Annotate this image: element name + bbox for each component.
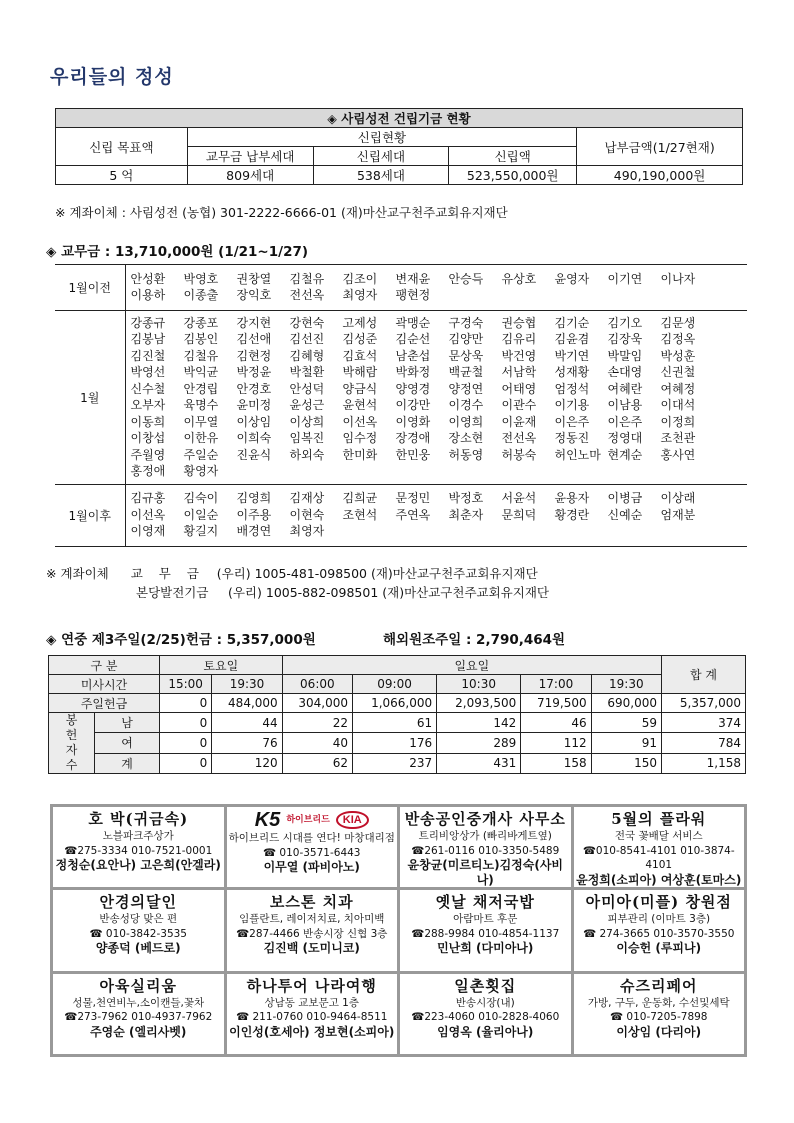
member-name: 홍사연 xyxy=(660,447,696,462)
member-name: 강현숙 xyxy=(289,315,325,330)
member-name: 김기오 xyxy=(607,315,643,330)
fund-table-title: ◈ 사림성전 건립기금 현황 xyxy=(56,109,743,128)
names-grid xyxy=(131,272,744,304)
ad-line: 전국 꽃배달 서비스 xyxy=(614,830,703,842)
member-name: 안성환 xyxy=(130,271,166,286)
member-name: 여혜정 xyxy=(660,381,696,396)
count-value: 91 xyxy=(591,733,661,753)
member-name: 이용하 xyxy=(130,288,166,302)
member-name: 김혜형 xyxy=(289,348,325,363)
ad-line: ☎ 211-0760 010-9464-8511 xyxy=(236,1011,388,1024)
member-name: 박철환 xyxy=(289,365,325,379)
count-value: 22 xyxy=(282,713,352,733)
member-name: 강지현 xyxy=(236,315,272,330)
member-name: 김영희 xyxy=(236,491,272,506)
member-name: 이희숙 xyxy=(236,431,272,445)
member-name: 신권철 xyxy=(660,365,696,379)
account-note-2 xyxy=(46,564,549,602)
ad-box xyxy=(400,807,571,887)
ad-owner: 윤정희(소피아) 여상훈(토마스) xyxy=(576,872,742,887)
fund-target-header: 신립 목표액 xyxy=(56,128,188,166)
member-name: 최영자 xyxy=(342,288,378,302)
cash-value: 690,000 xyxy=(591,694,661,713)
saturday-header: 토요일 xyxy=(160,656,283,675)
cash-label: 주일헌금 xyxy=(49,694,160,713)
member-name: 이영재 xyxy=(130,524,166,539)
ad-name: 슈즈리페어 xyxy=(620,976,698,995)
mass-time-label: 미사시간 xyxy=(49,675,160,694)
member-name: 박해람 xyxy=(342,365,378,379)
count-value: 112 xyxy=(521,733,591,753)
fund-applicants-header: 신립세대 xyxy=(313,147,449,166)
member-name: 황경란 xyxy=(554,507,590,522)
member-name: 한미화 xyxy=(342,447,378,462)
member-name: 이종출 xyxy=(183,288,219,302)
ad-box xyxy=(574,974,745,1054)
member-name: 권승협 xyxy=(501,315,537,330)
member-name: 문희덕 xyxy=(501,507,537,522)
member-name: 박정윤 xyxy=(236,365,272,379)
member-name: 이주용 xyxy=(236,507,272,522)
member-name: 김장욱 xyxy=(607,332,643,346)
ad-box xyxy=(227,974,398,1054)
ad-box xyxy=(53,890,224,970)
row-label: 남 xyxy=(95,713,160,733)
ad-line: 아람마트 후문 xyxy=(453,913,518,926)
ad-line: ☎ 010-7205-7898 xyxy=(610,1011,708,1024)
member-name: 이관수 xyxy=(501,398,537,412)
member-name: 변재윤 xyxy=(395,271,431,286)
fund-applicants-value: 538세대 xyxy=(313,166,449,185)
offering-heading: ◈ 연중 제3주일(2/25)헌금 : 5,357,000원 xyxy=(46,632,316,648)
member-name: 정동진 xyxy=(554,431,590,445)
mass-time: 09:00 xyxy=(353,675,437,694)
member-name: 양영경 xyxy=(395,381,431,396)
member-name: 백균철 xyxy=(448,365,484,379)
count-value: 176 xyxy=(353,733,437,753)
ad-line: 임플란트, 레이저치료, 치아미백 xyxy=(239,913,385,926)
member-name: 김선진 xyxy=(289,332,325,346)
ad-line: ☎287-4466 반송시장 신협 3층 xyxy=(236,927,388,940)
ad-line: 반송성당 맞은 편 xyxy=(99,913,178,926)
mass-time: 06:00 xyxy=(282,675,352,694)
member-name: 이강만 xyxy=(395,398,431,412)
member-name: 박기연 xyxy=(554,348,590,363)
member-name: 장소현 xyxy=(448,431,484,445)
member-name: 김규홍 xyxy=(130,491,166,506)
member-name: 이나자 xyxy=(660,271,696,286)
member-name: 김정옥 xyxy=(660,332,696,346)
ad-name: 일촌횟집 xyxy=(454,976,517,995)
member-name: 이상희 xyxy=(289,414,325,429)
kyomu-heading: ◈ 교무금 : 13,710,000원 (1/21~1/27) xyxy=(46,244,309,260)
cash-value: 5,357,000 xyxy=(662,694,746,713)
ad-line: ☎288-9984 010-4854-1137 xyxy=(411,927,560,940)
member-name: 황영자 xyxy=(183,464,219,478)
ad-name: 5월의 플라워 xyxy=(611,810,707,828)
group-label: 1월이전 xyxy=(55,265,125,311)
member-name: 권창열 xyxy=(236,271,272,286)
fund-paid-header: 납부금액(1/27현재) xyxy=(577,128,743,166)
member-name: 김진철 xyxy=(130,348,166,363)
member-name: 윤영자 xyxy=(554,271,590,286)
count-value: 0 xyxy=(160,753,212,773)
count-value: 59 xyxy=(591,713,661,733)
member-name: 이기용 xyxy=(554,398,590,412)
count-value: 62 xyxy=(282,753,352,773)
ad-name: 반송공인중개사 사무소 xyxy=(404,810,566,828)
member-name: 강종규 xyxy=(130,315,166,330)
member-name: 문상욱 xyxy=(448,348,484,363)
fund-table xyxy=(55,108,743,185)
ad-name: 아육실리움 xyxy=(99,976,177,995)
member-name: 이대석 xyxy=(660,398,696,412)
count-value: 61 xyxy=(353,713,437,733)
member-name: 이상임 xyxy=(236,414,272,429)
ad-line: ☎010-8541-4101 010-3874-4101 xyxy=(582,844,735,871)
member-name: 이병금 xyxy=(607,491,643,506)
ad-name: 안경의달인 xyxy=(99,893,177,912)
member-name: 이창섭 xyxy=(130,431,166,445)
count-value: 289 xyxy=(437,733,521,753)
member-name: 신수철 xyxy=(130,381,166,396)
member-name: 허봉숙 xyxy=(501,447,537,462)
k5-logo: K5 xyxy=(254,808,281,831)
vertical-label: 봉 헌 자 수 xyxy=(49,713,95,774)
member-name: 박영호 xyxy=(183,271,219,286)
ad-owner: 정청순(요안나) 고은희(안겔라) xyxy=(55,858,221,872)
ad-name: 아미아(미플) 창원점 xyxy=(585,893,732,912)
member-name: 안승득 xyxy=(448,271,484,286)
ad-owner: 이무열 (파비아노) xyxy=(263,860,360,874)
member-name: 이정희 xyxy=(660,414,696,429)
count-value: 0 xyxy=(160,733,212,753)
member-name: 장익호 xyxy=(236,288,272,302)
ad-line: ☎ 274-3665 010-3570-3550 xyxy=(583,927,735,940)
member-name: 김양만 xyxy=(448,332,484,346)
member-name: 서남학 xyxy=(501,365,537,379)
row-label: 여 xyxy=(95,733,160,753)
ad-line: 상남동 교보문고 1층 xyxy=(264,996,359,1009)
ad-line: 반송시장(내) xyxy=(455,996,515,1009)
member-name: 주일순 xyxy=(183,447,219,462)
ad-owner: 민난희 (다미아나) xyxy=(437,941,534,956)
fund-households-header: 교무금 납부세대 xyxy=(187,147,313,166)
member-name: 팽현정 xyxy=(395,288,431,302)
member-name: 양금식 xyxy=(342,381,378,396)
ad-line: 노블파크주상가 xyxy=(102,830,174,842)
member-name: 서윤석 xyxy=(501,491,537,506)
account2-value-1: (우리) 1005-481-098500 (재)마산교구천주교회유지재단 xyxy=(216,566,538,581)
count-value: 0 xyxy=(160,713,212,733)
mass-time: 19:30 xyxy=(591,675,661,694)
member-name: 곽맹순 xyxy=(395,315,431,330)
member-name: 이일순 xyxy=(183,507,219,522)
ad-line: ☎275-3334 010-7521-0001 xyxy=(64,844,213,857)
ad-box xyxy=(53,974,224,1054)
member-name: 김조이 xyxy=(342,271,378,286)
count-value: 158 xyxy=(521,753,591,773)
member-name: 김철유 xyxy=(183,348,219,363)
account2-label-1: 교 무 금 xyxy=(130,566,205,581)
member-name: 양정연 xyxy=(448,381,484,396)
ad-box xyxy=(53,807,224,887)
ad-owner: 이인성(호세아) 정보현(소피아) xyxy=(229,1024,395,1039)
ad-line: 가방, 구두, 운동화, 수선및세탁 xyxy=(587,996,730,1009)
ad-owner: 김진백 (도미니코) xyxy=(263,941,360,956)
ad-line: 피부관리 (이마트 3층) xyxy=(607,913,711,926)
names-grid xyxy=(131,491,744,540)
ad-line: 하이브리드 시대를 연다! 마창대리점 xyxy=(228,832,395,844)
cash-value: 2,093,500 xyxy=(437,694,521,713)
brand-small: 하이브리드 xyxy=(286,814,330,825)
cash-value: 484,000 xyxy=(212,694,282,713)
names-grid xyxy=(131,316,744,480)
member-name: 최영자 xyxy=(289,524,325,539)
member-name: 이상래 xyxy=(660,491,696,506)
member-name: 한민웅 xyxy=(395,447,431,462)
fund-amount-value: 523,550,000원 xyxy=(449,166,577,185)
cash-value: 304,000 xyxy=(282,694,352,713)
page-title: 우리들의 정성 xyxy=(50,66,174,88)
total-header: 합 계 xyxy=(662,656,746,694)
member-name: 하외숙 xyxy=(289,447,325,462)
category-header: 구 분 xyxy=(49,656,160,675)
member-name: 손대영 xyxy=(607,365,643,379)
mass-time: 17:00 xyxy=(521,675,591,694)
count-value: 40 xyxy=(282,733,352,753)
ad-name: 호 박(귀금속) xyxy=(88,810,189,828)
count-value: 150 xyxy=(591,753,661,773)
count-value: 237 xyxy=(353,753,437,773)
member-name: 여혜란 xyxy=(607,381,643,396)
mass-time: 10:30 xyxy=(437,675,521,694)
member-name: 허인노마 xyxy=(554,447,601,462)
member-name: 주월영 xyxy=(130,447,166,462)
account2-label-2: 본당발전기금 xyxy=(136,585,209,600)
member-name: 전선옥 xyxy=(289,288,325,302)
ad-line: ☎273-7962 010-4937-7962 xyxy=(64,1011,213,1024)
member-name: 진윤식 xyxy=(236,447,272,462)
member-name: 김희균 xyxy=(342,491,378,506)
member-name: 윤현석 xyxy=(342,398,378,412)
member-name: 이선옥 xyxy=(130,507,166,522)
member-name: 이동희 xyxy=(130,414,166,429)
member-name: 장경애 xyxy=(395,431,431,445)
member-name: 박건영 xyxy=(501,348,537,363)
brand-logo xyxy=(227,809,398,831)
member-name: 김재상 xyxy=(289,491,325,506)
cash-value: 719,500 xyxy=(521,694,591,713)
ad-owner: 임영옥 (율리아나) xyxy=(437,1024,534,1039)
member-name: 김기순 xyxy=(554,315,590,330)
member-name: 구경숙 xyxy=(448,315,484,330)
ad-line: ☎223-4060 010-2828-4060 xyxy=(411,1011,560,1024)
member-name: 이윤재 xyxy=(501,414,537,429)
member-name: 박성훈 xyxy=(660,348,696,363)
ad-line: ☎261-0116 010-3350-5489 xyxy=(411,844,560,857)
mass-time: 15:00 xyxy=(160,675,212,694)
ad-owner: 주영순 (엘리사벳) xyxy=(90,1024,187,1039)
kyomu-table xyxy=(55,264,747,547)
member-name: 유상호 xyxy=(501,271,537,286)
ad-line: 성물,천연비누,소이캔들,꽃차 xyxy=(72,996,205,1009)
member-name: 엄재분 xyxy=(660,507,696,522)
ad-box xyxy=(400,974,571,1054)
ad-box xyxy=(574,890,745,970)
member-name: 주연옥 xyxy=(395,507,431,522)
member-name: 오부자 xyxy=(130,398,166,412)
ad-name: 옛날 채저국밥 xyxy=(435,893,535,912)
member-name: 윤미정 xyxy=(236,398,272,412)
ad-owner: 이승헌 (루피나) xyxy=(616,941,702,956)
member-name: 김숙이 xyxy=(183,491,219,506)
member-name: 이기연 xyxy=(607,271,643,286)
member-name: 김성준 xyxy=(342,332,378,346)
ad-owner: 양종덕 (베드로) xyxy=(95,941,181,956)
member-name: 홍정애 xyxy=(130,464,166,478)
overseas-offering: 해외원조주일 : 2,790,464원 xyxy=(383,632,566,648)
member-name: 김순선 xyxy=(395,332,431,346)
member-name: 이영화 xyxy=(395,414,431,429)
member-name: 엄정석 xyxy=(554,381,590,396)
member-name: 신예순 xyxy=(607,507,643,522)
member-name: 최춘자 xyxy=(448,507,484,522)
member-name: 안경립 xyxy=(183,381,219,396)
member-name: 성재황 xyxy=(554,365,590,379)
account-note: ※ 계좌이체 : 사림성전 (농협) 301-2222-6666-01 (재)마산교구천주교회유지재단 xyxy=(55,205,508,220)
member-name: 육명수 xyxy=(183,398,219,412)
cash-value: 0 xyxy=(160,694,212,713)
member-name: 박화정 xyxy=(395,365,431,379)
ads-grid xyxy=(50,804,747,1057)
ad-line: ☎ 010-3842-3535 xyxy=(89,927,187,940)
count-value: 44 xyxy=(212,713,282,733)
count-value: 76 xyxy=(212,733,282,753)
count-value: 374 xyxy=(662,713,746,733)
group-label: 1월 xyxy=(55,311,125,485)
member-name: 황길지 xyxy=(183,524,219,539)
member-name: 김유리 xyxy=(501,332,537,346)
ad-box xyxy=(400,890,571,970)
member-name: 이남용 xyxy=(607,398,643,412)
member-name: 김봉남 xyxy=(130,332,166,346)
member-name: 김봉인 xyxy=(183,332,219,346)
count-value: 46 xyxy=(521,713,591,733)
fund-target-value: 5 억 xyxy=(56,166,188,185)
member-name: 김윤겸 xyxy=(554,332,590,346)
member-name: 이영희 xyxy=(448,414,484,429)
member-name: 남춘섭 xyxy=(395,348,431,363)
member-name: 윤성근 xyxy=(289,398,325,412)
ad-box xyxy=(227,890,398,970)
member-name: 윤용자 xyxy=(554,491,590,506)
member-name: 정영대 xyxy=(607,431,643,445)
member-name: 현계순 xyxy=(607,447,643,462)
ad-owner: 이상임 (다리아) xyxy=(616,1024,702,1039)
member-name: 임복진 xyxy=(289,431,325,445)
member-name: 김문생 xyxy=(660,315,696,330)
account2-value-2: (우리) 1005-882-098501 (재)마산교구천주교회유지재단 xyxy=(227,585,549,600)
offering-table xyxy=(48,655,746,774)
member-name: 안성덕 xyxy=(289,381,325,396)
account2-prefix: ※ 계좌이체 xyxy=(46,566,109,581)
count-value: 1,158 xyxy=(662,753,746,773)
member-name: 배경연 xyxy=(236,524,272,539)
count-value: 431 xyxy=(437,753,521,773)
fund-households-value: 809세대 xyxy=(187,166,313,185)
mass-time: 19:30 xyxy=(212,675,282,694)
fund-paid-value: 490,190,000원 xyxy=(577,166,743,185)
ad-name: 보스톤 치과 xyxy=(269,893,354,912)
member-name: 이현숙 xyxy=(289,507,325,522)
member-name: 안경호 xyxy=(236,381,272,396)
member-name: 박말임 xyxy=(607,348,643,363)
member-name: 문정민 xyxy=(395,491,431,506)
kia-logo: KIA xyxy=(336,811,369,830)
ad-owner: 윤창균(미르티노)김정숙(사비나) xyxy=(407,858,564,887)
member-name: 이한유 xyxy=(183,431,219,445)
member-name: 김효석 xyxy=(342,348,378,363)
member-name: 전선옥 xyxy=(501,431,537,445)
member-name: 박익균 xyxy=(183,365,219,379)
ad-line: 트리비앙상가 (빠리바게트옆) xyxy=(418,830,552,842)
row-label: 계 xyxy=(95,753,160,773)
member-name: 고제성 xyxy=(342,315,378,330)
fund-status-header: 신립현황 xyxy=(187,128,576,147)
member-name: 조현석 xyxy=(342,507,378,522)
count-value: 784 xyxy=(662,733,746,753)
member-name: 강종포 xyxy=(183,315,219,330)
ad-line: ☎ 010-3571-6443 xyxy=(263,846,361,859)
member-name: 이은주 xyxy=(554,414,590,429)
count-value: 120 xyxy=(212,753,282,773)
member-name: 이무열 xyxy=(183,414,219,429)
count-value: 142 xyxy=(437,713,521,733)
member-name: 허동영 xyxy=(448,447,484,462)
fund-amount-header: 신립액 xyxy=(449,147,577,166)
member-name: 김현정 xyxy=(236,348,272,363)
member-name: 임수정 xyxy=(342,431,378,445)
member-name: 김철유 xyxy=(289,271,325,286)
sunday-header: 일요일 xyxy=(282,656,661,675)
group-label: 1월이후 xyxy=(55,485,125,547)
member-name: 박정호 xyxy=(448,491,484,506)
member-name: 이은주 xyxy=(607,414,643,429)
ad-box xyxy=(574,807,745,887)
member-name: 이선옥 xyxy=(342,414,378,429)
ad-box xyxy=(227,807,398,887)
cash-value: 1,066,000 xyxy=(353,694,437,713)
member-name: 어태영 xyxy=(501,381,537,396)
member-name: 박영선 xyxy=(130,365,166,379)
member-name: 이경수 xyxy=(448,398,484,412)
member-name: 김선애 xyxy=(236,332,272,346)
ad-name: 하나투어 나라여행 xyxy=(246,976,377,995)
member-name: 조천관 xyxy=(660,431,696,445)
